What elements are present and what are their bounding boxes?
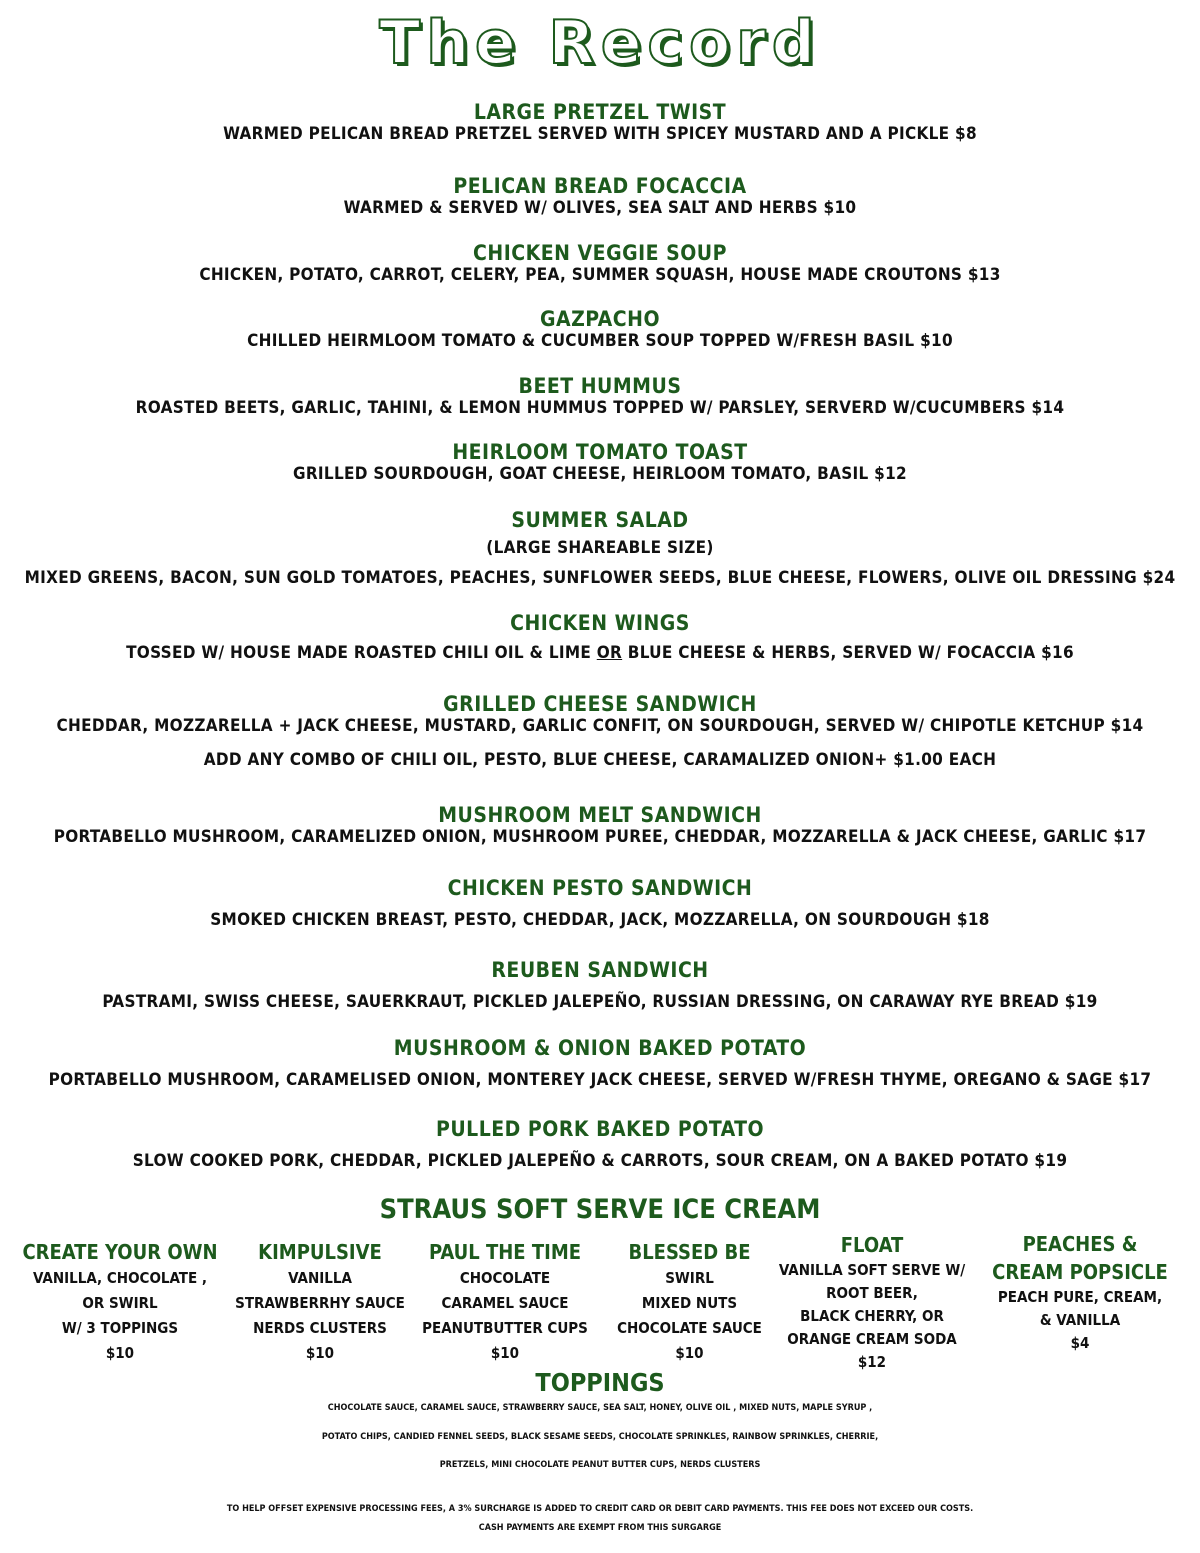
toppings-heading: TOPPINGS	[535, 1368, 665, 1397]
item-name: HEIRLOOM TOMATO TOAST	[452, 440, 748, 464]
ice-option-name: FLOAT	[840, 1233, 904, 1257]
ice-option-name: BLESSED BE	[628, 1240, 751, 1264]
item-name: GAZPACHO	[539, 307, 661, 331]
ice-option-blessed-be	[602, 1238, 777, 1366]
toppings-line-3: PRETZELS, MINI CHOCOLATE PEANUT BUTTER CUPS, NERDS CLUSTERS	[439, 1460, 761, 1470]
ice-option-name: CREATE YOUR OWN	[22, 1240, 218, 1264]
menu-item-summer-salad	[0, 508, 1200, 588]
ice-option-desc: CHOCOLATE CARAMEL SAUCE PEANUTBUTTER CUPS $10	[422, 1269, 588, 1362]
toppings-line-1: CHOCOLATE SAUCE, CARAMEL SAUCE, STRAWBERRY SAUCE, SEA SALT, HONEY, OLIVE OIL , MIXED NUTS, MAPLE SYRUP ,	[327, 1403, 873, 1413]
menu-item-mushroom-potato	[0, 1036, 1200, 1090]
item-desc: CHILLED HEIRMLOOM TOMATO & CUCUMBER SOUP TOPPED W/FRESH BASIL $10	[247, 331, 953, 351]
ice-option-float	[772, 1231, 972, 1374]
item-desc	[0, 643, 1200, 663]
menu-item-wings	[0, 611, 1200, 663]
ice-option-paul-the-time	[415, 1238, 595, 1366]
menu-item-grilled-cheese	[0, 692, 1200, 770]
item-desc: CHICKEN, POTATO, CARROT, CELERY, PEA, SUMMER SQUASH, HOUSE MADE CROUTONS $13	[199, 265, 1001, 285]
item-name: CHICKEN PESTO SANDWICH	[447, 876, 753, 900]
menu-item-reuben	[0, 958, 1200, 1012]
item-name: MUSHROOM MELT SANDWICH	[438, 803, 762, 827]
menu-item-soup	[0, 241, 1200, 285]
menu-item-chicken-pesto	[0, 876, 1200, 930]
ice-option-create-your-own	[10, 1238, 230, 1366]
item-desc: GRILLED SOURDOUGH, GOAT CHEESE, HEIRLOOM TOMATO, BASIL $12	[292, 464, 908, 484]
ice-option-name: KIMPULSIVE	[258, 1240, 382, 1264]
item-name: REUBEN SANDWICH	[491, 958, 709, 982]
ice-option-desc: VANILLA SOFT SERVE W/ ROOT BEER, BLACK CHERRY, OR ORANGE CREAM SODA $12	[778, 1261, 966, 1371]
item-desc: WARMED PELICAN BREAD PRETZEL SERVED WITH SPICEY MUSTARD AND A PICKLE $8	[223, 124, 977, 144]
menu-item-gazpacho	[0, 307, 1200, 351]
item-name: BEET HUMMUS	[518, 374, 682, 398]
item-desc: PORTABELLO MUSHROOM, CARAMELISED ONION, MONTEREY JACK CHEESE, SERVED W/FRESH THYME, OREGANO & SAGE $17	[48, 1070, 1152, 1090]
item-name: CHICKEN VEGGIE SOUP	[473, 241, 727, 265]
item-desc: PASTRAMI, SWISS CHEESE, SAUERKRAUT, PICKLED JALEPEÑO, RUSSIAN DRESSING, ON CARAWAY RYE BREAD $19	[102, 992, 1098, 1012]
item-desc: PORTABELLO MUSHROOM, CARAMELIZED ONION, MUSHROOM PUREE, CHEDDAR, MOZZARELLA & JACK CHEESE, GARLIC $17	[53, 827, 1147, 847]
ice-option-name: PEACHES & CREAM POPSICLE	[992, 1232, 1168, 1284]
item-desc: CHEDDAR, MOZZARELLA + JACK CHEESE, MUSTARD, GARLIC CONFIT, ON SOURDOUGH, SERVED W/ CHIPOTLE KETCHUP $14	[56, 716, 1144, 736]
menu-item-tomato-toast	[0, 440, 1200, 484]
item-name: MUSHROOM & ONION BAKED POTATO	[393, 1036, 807, 1060]
item-desc: SMOKED CHICKEN BREAST, PESTO, CHEDDAR, JACK, MOZZARELLA, ON SOURDOUGH $18	[210, 910, 990, 930]
toppings-line-2: POTATO CHIPS, CANDIED FENNEL SEEDS, BLACK SESAME SEEDS, CHOCOLATE SPRINKLES, RAINBOW SPRINKLES, CHERRIE,	[321, 1432, 879, 1442]
ice-option-kimpulsive	[225, 1238, 415, 1366]
cash-exempt-notice: CASH PAYMENTS ARE EXEMPT FROM THIS SURGARGE	[478, 1523, 722, 1533]
surcharge-notice: TO HELP OFFSET EXPENSIVE PROCESSING FEES, A 3% SURCHARGE IS ADDED TO CREDIT CARD OR DEBIT CARD PAYMENTS. THIS FEE DOES NOT EXCEED OUR COSTS.	[226, 1504, 974, 1514]
item-desc-part: TOSSED W/ HOUSE MADE ROASTED CHILI OIL & LIME	[126, 643, 597, 663]
item-desc: WARMED & SERVED W/ OLIVES, SEA SALT AND HERBS $10	[343, 198, 857, 218]
item-desc: ROASTED BEETS, GARLIC, TAHINI, & LEMON HUMMUS TOPPED W/ PARSLEY, SERVERD W/CUCUMBERS $14	[135, 398, 1065, 418]
item-name: GRILLED CHEESE SANDWICH	[443, 692, 757, 716]
menu-item-pretzel	[0, 100, 1200, 144]
item-name: PULLED PORK BAKED POTATO	[435, 1117, 765, 1141]
menu-item-focaccia	[0, 174, 1200, 218]
menu-item-pork-potato	[0, 1117, 1200, 1171]
menu-title: The Record	[379, 8, 821, 78]
item-name: CHICKEN WINGS	[510, 611, 690, 635]
menu-item-hummus	[0, 374, 1200, 418]
item-addon: ADD ANY COMBO OF CHILI OIL, PESTO, BLUE CHEESE, CARAMALIZED ONION+ $1.00 EACH	[203, 750, 997, 770]
menu-item-mushroom-melt	[0, 803, 1200, 847]
ice-option-desc: VANILLA, CHOCOLATE , OR SWIRL W/ 3 TOPPINGS $10	[32, 1269, 208, 1362]
ice-option-desc: SWIRL MIXED NUTS CHOCOLATE SAUCE $10	[617, 1269, 762, 1362]
item-note: (LARGE SHAREABLE SIZE)	[486, 538, 714, 558]
ice-option-desc: PEACH PURE, CREAM, & VANILLA $4	[997, 1288, 1163, 1352]
item-desc: MIXED GREENS, BACON, SUN GOLD TOMATOES, PEACHES, SUNFLOWER SEEDS, BLUE CHEESE, FLOWERS, OLIVE OIL DRESSING $24	[24, 568, 1176, 588]
ice-option-peaches-popsicle	[985, 1230, 1175, 1355]
item-desc-part: BLUE CHEESE & HERBS, SERVED W/ FOCACCIA $16	[622, 643, 1074, 663]
item-desc: SLOW COOKED PORK, CHEDDAR, PICKLED JALEPEÑO & CARROTS, SOUR CREAM, ON A BAKED POTATO $19	[132, 1151, 1068, 1171]
ice-cream-heading: STRAUS SOFT SERVE ICE CREAM	[379, 1194, 821, 1225]
item-name: PELICAN BREAD FOCACCIA	[453, 174, 747, 198]
ice-option-desc: VANILLA STRAWBERRHY SAUCE NERDS CLUSTERS $10	[235, 1269, 405, 1362]
item-desc-or: OR	[596, 643, 623, 663]
item-name: SUMMER SALAD	[511, 508, 689, 532]
item-name: LARGE PRETZEL TWIST	[473, 100, 727, 124]
ice-option-name: PAUL THE TIME	[428, 1240, 582, 1264]
